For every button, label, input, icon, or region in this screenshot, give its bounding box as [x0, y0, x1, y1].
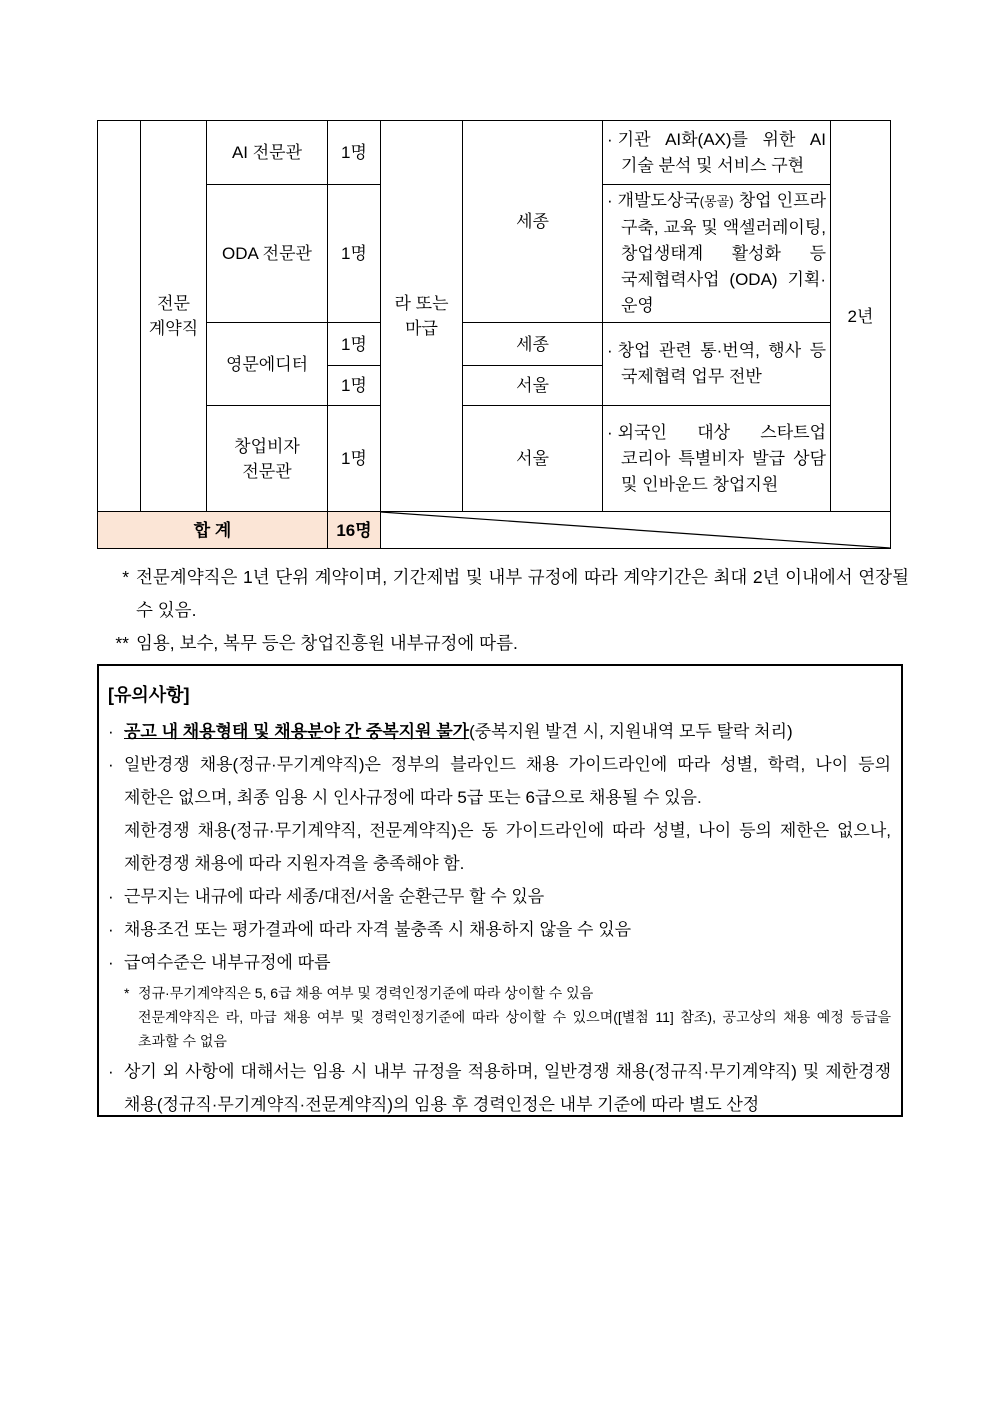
- duty-editor-text-block: [607, 338, 826, 390]
- bullet-icon: ·: [108, 887, 114, 906]
- position-oda-cell: ODA 전문관: [207, 185, 328, 323]
- category-empty-cell: [98, 121, 141, 512]
- notice-item-other-rules: [108, 1055, 891, 1117]
- duty-ai-text-block: [607, 127, 826, 179]
- notice-bold-underline-text: 공고 내 채용형태 및 채용분야 간 중복지원 불가: [124, 722, 470, 741]
- headcount-visa-cell: 1명: [328, 406, 381, 512]
- duty-editor-cell: [603, 323, 831, 406]
- total-count-cell: 16명: [328, 512, 381, 549]
- bullet-icon: ·: [607, 422, 613, 442]
- job-type-cell: 전문 계약직: [141, 121, 207, 512]
- footnote-1: [97, 561, 909, 627]
- position-editor-cell: 영문에디터: [207, 323, 328, 406]
- location-editor-seoul-cell: 서울: [463, 366, 603, 406]
- footnote-2: [97, 627, 909, 660]
- location-visa-cell: 서울: [463, 406, 603, 512]
- notice-item-blind-hiring: [108, 748, 891, 880]
- notice-item-salary: [108, 946, 891, 979]
- headcount-editor-seoul-cell: 1명: [328, 366, 381, 406]
- notice-rest-text: (중복지원 발견 시, 지원내역 모두 탈락 처리): [469, 722, 793, 741]
- headcount-ai-cell: 1명: [328, 121, 381, 185]
- notice-subnote-2-text: 전문계약직은 라, 마급 채용 여부 및 경력인정기준에 따라 상이할 수 있으며([별첨 11] 참조), 공고상의 채용 예정 등급을 초과할 수 없음: [138, 1009, 891, 1049]
- diagonal-line-icon: [381, 512, 890, 548]
- diagonal-cell: [381, 512, 891, 549]
- duty-visa-text-block: [607, 420, 826, 498]
- notice-subnote-1: [124, 981, 891, 1005]
- grade-cell: 라 또는 마급: [381, 121, 463, 512]
- notice-blind-hiring-paragraph-1: 일반경쟁 채용(정규·무기계약직)은 정부의 블라인드 채용 가이드라인에 따라 성별, 학력, 나이 등의 제한은 없으며, 최종 임용 시 인사규정에 따라 5급 또는 6급으로 채용될 수 있음.: [124, 755, 891, 807]
- duty-oda-text-small: (몽골): [699, 194, 734, 209]
- table-row-visa: [98, 406, 891, 512]
- position-ai-cell: AI 전문관: [207, 121, 328, 185]
- notice-header: [유의사항]: [108, 685, 190, 705]
- notice-item-qualification: [108, 913, 891, 946]
- duty-visa-text: 외국인 대상 스타트업 코리아 특별비자 발급 상담 및 인바운드 창업지원: [617, 422, 826, 494]
- footnote-2-marker: **: [115, 633, 129, 653]
- notice-item-work-location-text: 근무지는 내규에 따라 세종/대전/서울 순환근무 할 수 있음: [124, 887, 545, 906]
- notice-subnote-1-text: 정규·무기계약직은 5, 6급 채용 여부 및 경력인정기준에 따라 상이할 수 있음: [138, 985, 594, 1001]
- duty-oda-text-block: [607, 188, 826, 319]
- duty-oda-cell: [603, 185, 831, 323]
- table-row-total: [98, 512, 891, 549]
- bullet-icon: ·: [108, 920, 114, 939]
- notice-subnote-1-marker: *: [124, 985, 130, 1001]
- duty-oda-text-rest: 창업 인프라 구축, 교육 및 액셀러레이팅, 창업생태계 활성화 등 국제협력사업 (ODA) 기획·운영: [621, 191, 826, 315]
- bullet-icon: ·: [108, 755, 114, 774]
- bullet-icon: ·: [607, 129, 613, 149]
- contract-period-cell: 2년: [831, 121, 891, 512]
- notice-item-qualification-text: 채용조건 또는 평가결과에 따라 자격 불충족 시 채용하지 않을 수 있음: [124, 920, 632, 939]
- total-label-cell: 합 계: [98, 512, 328, 549]
- footnote-1-text: 전문계약직은 1년 단위 계약이며, 기간제법 및 내부 규정에 따라 계약기간은 최대 2년 이내에서 연장될 수 있음.: [136, 567, 909, 620]
- notice-subnote-2: [124, 1005, 891, 1053]
- table-row-editor-sejong: [98, 323, 891, 366]
- notice-item-duplicate-apply: [108, 715, 891, 748]
- notice-item-other-rules-text: 상기 외 사항에 대해서는 임용 시 내부 규정을 적용하며, 일반경쟁 채용(정규직·무기계약직) 및 제한경쟁 채용(정규직·무기계약직·전문계약직)의 임용 후 경력인정은 내부 기준에 따라 별도 산정: [124, 1062, 891, 1114]
- headcount-editor-sejong-cell: 1명: [328, 323, 381, 366]
- notice-salary-subnotes: [108, 981, 891, 1053]
- footnote-1-marker: *: [122, 567, 129, 587]
- location-editor-sejong-cell: 세종: [463, 323, 603, 366]
- headcount-oda-cell: 1명: [328, 185, 381, 323]
- notice-subnote-2-marker: [124, 1005, 138, 1053]
- duty-ai-text: 기관 AI화(AX)를 위한 AI 기술 분석 및 서비스 구현: [617, 129, 826, 175]
- footnote-2-text: 임용, 보수, 복무 등은 창업진흥원 내부규정에 따름.: [136, 633, 518, 653]
- notice-blind-hiring-paragraph-2: 제한경쟁 채용(정규·무기계약직, 전문계약직)은 동 가이드라인에 따라 성별, 나이 등의 제한은 없으나, 제한경쟁 채용에 따라 지원자격을 충족해야 함.: [124, 821, 891, 873]
- position-visa-cell: 창업비자 전문관: [207, 406, 328, 512]
- table-footnotes: [97, 561, 909, 660]
- duty-ai-cell: [603, 121, 831, 185]
- recruitment-table: [97, 120, 891, 549]
- notice-item-work-location: [108, 880, 891, 913]
- notice-box: [97, 664, 903, 1117]
- location-ai-oda-cell: 세종: [463, 121, 603, 323]
- bullet-icon: ·: [607, 341, 613, 360]
- duty-editor-text: 창업 관련 통·번역, 행사 등 국제협력 업무 전반: [617, 341, 826, 386]
- bullet-icon: ·: [607, 191, 613, 210]
- notice-item-duplicate-apply-text: [124, 715, 891, 748]
- notice-item-blind-hiring-text: [124, 748, 891, 880]
- bullet-icon: ·: [108, 722, 114, 741]
- table-row-ai: [98, 121, 891, 185]
- bullet-icon: ·: [108, 1062, 114, 1081]
- notice-item-salary-text: 급여수준은 내부규정에 따름: [124, 953, 331, 972]
- duty-visa-cell: [603, 406, 831, 512]
- bullet-icon: ·: [108, 953, 114, 972]
- duty-oda-text-main: 개발도상국: [617, 191, 700, 210]
